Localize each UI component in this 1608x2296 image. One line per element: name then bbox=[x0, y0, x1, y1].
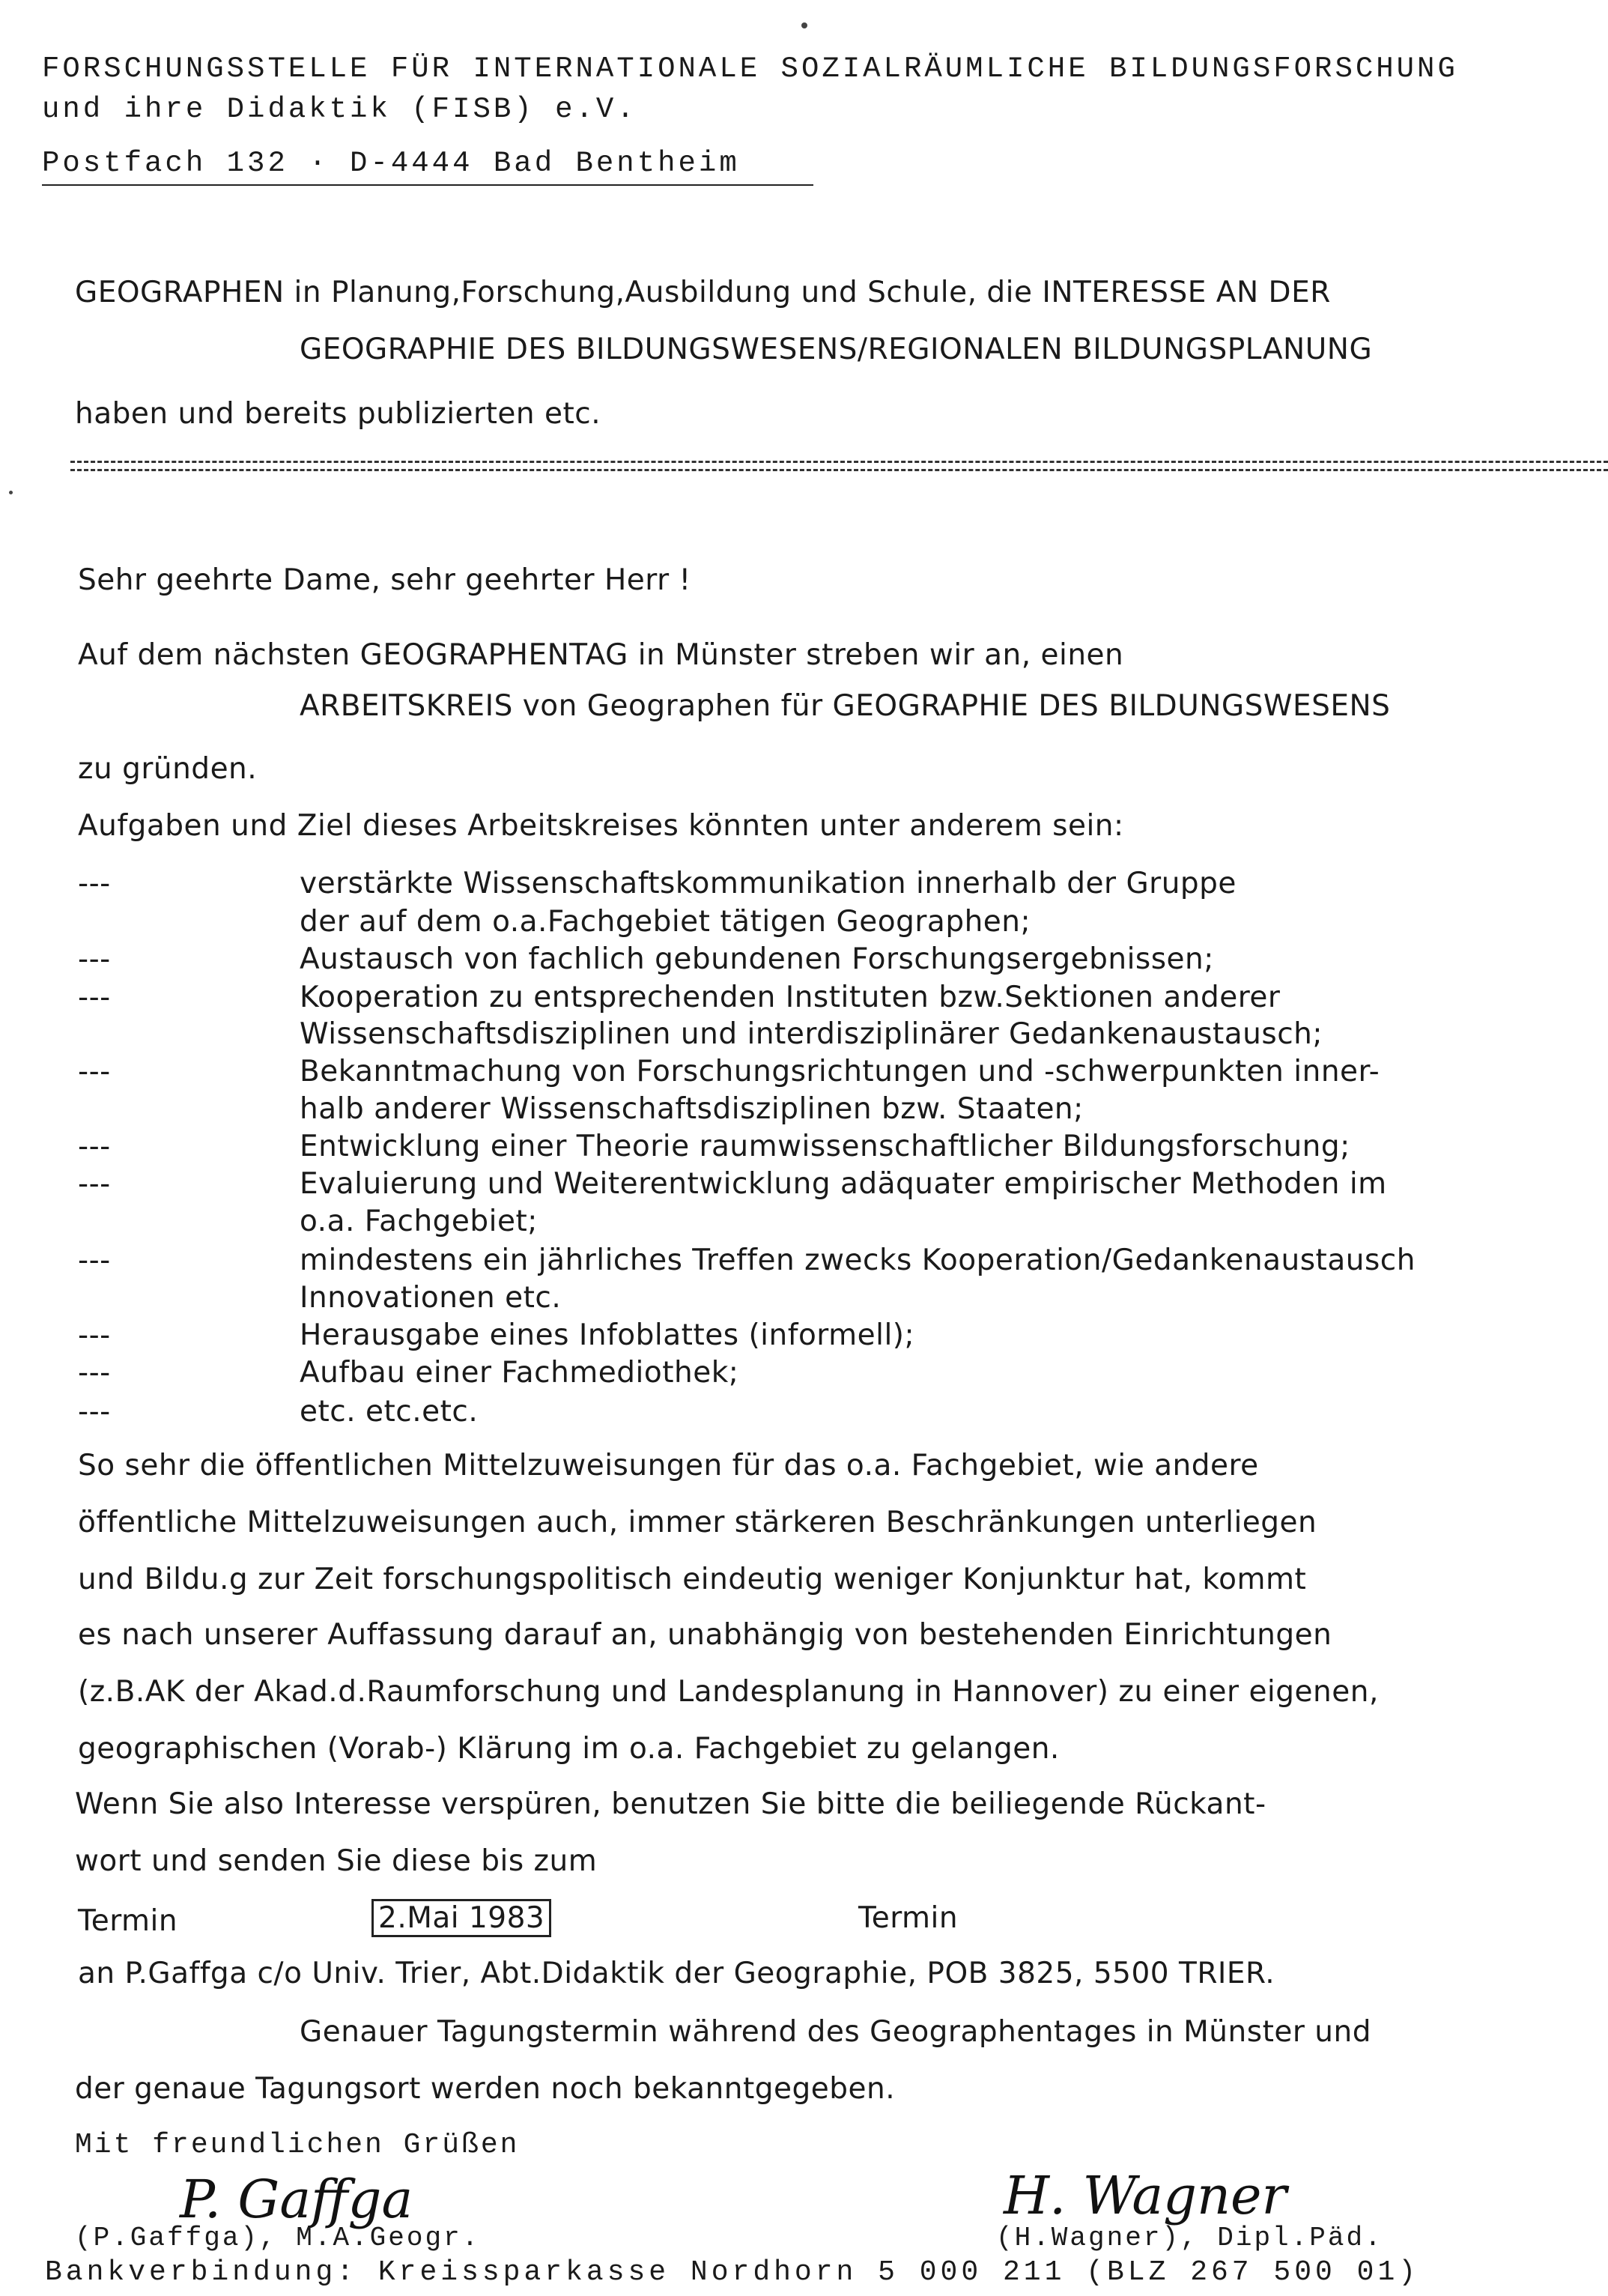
body-line-8: wort und senden Sie diese bis zum bbox=[75, 1844, 598, 1878]
bullet-marker: --- bbox=[78, 867, 111, 900]
intro-line-2: ARBEITSKREIS von Geographen für GEOGRAPHIE DES BILDUNGSWESENS bbox=[300, 689, 1391, 723]
letterhead-subtitle: und ihre Didaktik (FISB) e.V. bbox=[42, 93, 637, 126]
task-4-line-2: halb anderer Wissenschaftsdisziplinen bzw. Staaten; bbox=[300, 1092, 1084, 1126]
bullet-marker: --- bbox=[78, 1130, 111, 1163]
task-4-line-1: Bekanntmachung von Forschungsrichtungen und -schwerpunkten inner- bbox=[300, 1055, 1380, 1088]
signatory-left: (P.Gaffga), M.A.Geogr. bbox=[75, 2223, 481, 2253]
task-1-line-2: der auf dem o.a.Fachgebiet tätigen Geographen; bbox=[300, 905, 1031, 939]
deadline-date-box bbox=[371, 1901, 551, 1935]
scan-speck bbox=[9, 491, 13, 494]
deadline-label-left: Termin bbox=[78, 1904, 178, 1938]
body-line-5: (z.B.AK der Akad.d.Raumforschung und Landesplanung in Hannover) zu einer eigenen, bbox=[78, 1675, 1379, 1709]
task-5: Entwicklung einer Theorie raumwissenschaftlicher Bildungsforschung; bbox=[300, 1130, 1350, 1163]
deadline-date: 2.Mai 1983 bbox=[371, 1899, 551, 1937]
bullet-marker: --- bbox=[78, 1356, 111, 1390]
letterhead-address: Postfach 132 · D-4444 Bad Bentheim bbox=[42, 147, 740, 180]
salutation: Sehr geehrte Dame, sehr geehrter Herr ! bbox=[78, 563, 691, 597]
task-1-line-1: verstärkte Wissenschaftskommunikation innerhalb der Gruppe bbox=[300, 867, 1237, 900]
body-line-6: geographischen (Vorab-) Klärung im o.a. Fachgebiet zu gelangen. bbox=[78, 1732, 1060, 1766]
task-9: Aufbau einer Fachmediothek; bbox=[300, 1356, 739, 1390]
task-6-line-1: Evaluierung und Weiterentwicklung adäquater empirischer Methoden im bbox=[300, 1167, 1387, 1201]
bullet-marker: --- bbox=[78, 1244, 111, 1277]
task-3-line-1: Kooperation zu entsprechenden Instituten bzw.Sektionen anderer bbox=[300, 981, 1281, 1014]
closing-line-1: Genauer Tagungstermin während des Geographentages in Münster und bbox=[300, 2015, 1371, 2049]
closing-greeting: Mit freundlichen Grüßen bbox=[75, 2129, 520, 2161]
double-rule-divider bbox=[70, 461, 1608, 471]
intro-line-3: zu gründen. bbox=[78, 752, 258, 786]
closing-line-2: der genaue Tagungsort werden noch bekanntgegeben. bbox=[75, 2072, 896, 2106]
bullet-marker: --- bbox=[78, 1055, 111, 1088]
task-2: Austausch von fachlich gebundenen Forschungsergebnissen; bbox=[300, 942, 1214, 976]
intro-line-1: Auf dem nächsten GEOGRAPHENTAG in Münster streben wir an, einen bbox=[78, 638, 1124, 672]
bullet-marker: --- bbox=[78, 1395, 111, 1429]
body-line-3: und Bildu.g zur Zeit forschungspolitisch eindeutig weniger Konjunktur hat, kommt bbox=[78, 1563, 1307, 1596]
task-8: Herausgabe eines Infoblattes (informell); bbox=[300, 1318, 915, 1352]
body-line-1: So sehr die öffentlichen Mittelzuweisungen für das o.a. Fachgebiet, wie andere bbox=[78, 1449, 1259, 1482]
body-line-7: Wenn Sie also Interesse verspüren, benutzen Sie bitte die beiliegende Rückant- bbox=[75, 1787, 1266, 1821]
task-6-line-2: o.a. Fachgebiet; bbox=[300, 1205, 538, 1238]
signature-gaffga: P. Gaffga bbox=[180, 2169, 413, 2230]
address-underline bbox=[42, 184, 813, 186]
scan-speck bbox=[801, 22, 807, 28]
signature-wagner: H. Wagner bbox=[1004, 2165, 1287, 2226]
bank-details: Bankverbindung: Kreissparkasse Nordhorn 5 000 211 (BLZ 267 500 01) bbox=[45, 2256, 1420, 2289]
task-7-line-1: mindestens ein jährliches Treffen zwecks Kooperation/Gedankenaustausch bbox=[300, 1244, 1416, 1277]
bullet-marker: --- bbox=[78, 1318, 111, 1352]
letterhead-title: FORSCHUNGSSTELLE FÜR INTERNATIONALE SOZIALRÄUMLICHE BILDUNGSFORSCHUNG bbox=[42, 52, 1458, 85]
task-7-line-2: Innovationen etc. bbox=[300, 1281, 562, 1315]
bullet-marker: --- bbox=[78, 942, 111, 976]
task-3-line-2: Wissenschaftsdisziplinen und interdisziplinärer Gedankenaustausch; bbox=[300, 1017, 1323, 1051]
audience-line-1: GEOGRAPHEN in Planung,Forschung,Ausbildung und Schule, die INTERESSE AN DER bbox=[75, 276, 1331, 309]
intro-line-4: Aufgaben und Ziel dieses Arbeitskreises könnten unter anderem sein: bbox=[78, 809, 1124, 843]
audience-line-2: GEOGRAPHIE DES BILDUNGSWESENS/REGIONALEN BILDUNGSPLANUNG bbox=[300, 333, 1373, 366]
deadline-label-right: Termin bbox=[858, 1901, 959, 1935]
bullet-marker: --- bbox=[78, 981, 111, 1014]
task-10: etc. etc.etc. bbox=[300, 1395, 479, 1429]
audience-line-3: haben und bereits publizierten etc. bbox=[75, 397, 601, 431]
body-line-4: es nach unserer Auffassung darauf an, unabhängig von bestehenden Einrichtungen bbox=[78, 1618, 1332, 1652]
body-line-2: öffentliche Mittelzuweisungen auch, immer stärkeren Beschränkungen unterliegen bbox=[78, 1506, 1317, 1539]
bullet-marker: --- bbox=[78, 1167, 111, 1201]
signatory-right: (H.Wagner), Dipl.Päd. bbox=[996, 2223, 1383, 2253]
return-address: an P.Gaffga c/o Univ. Trier, Abt.Didaktik der Geographie, POB 3825, 5500 TRIER. bbox=[78, 1957, 1275, 1990]
